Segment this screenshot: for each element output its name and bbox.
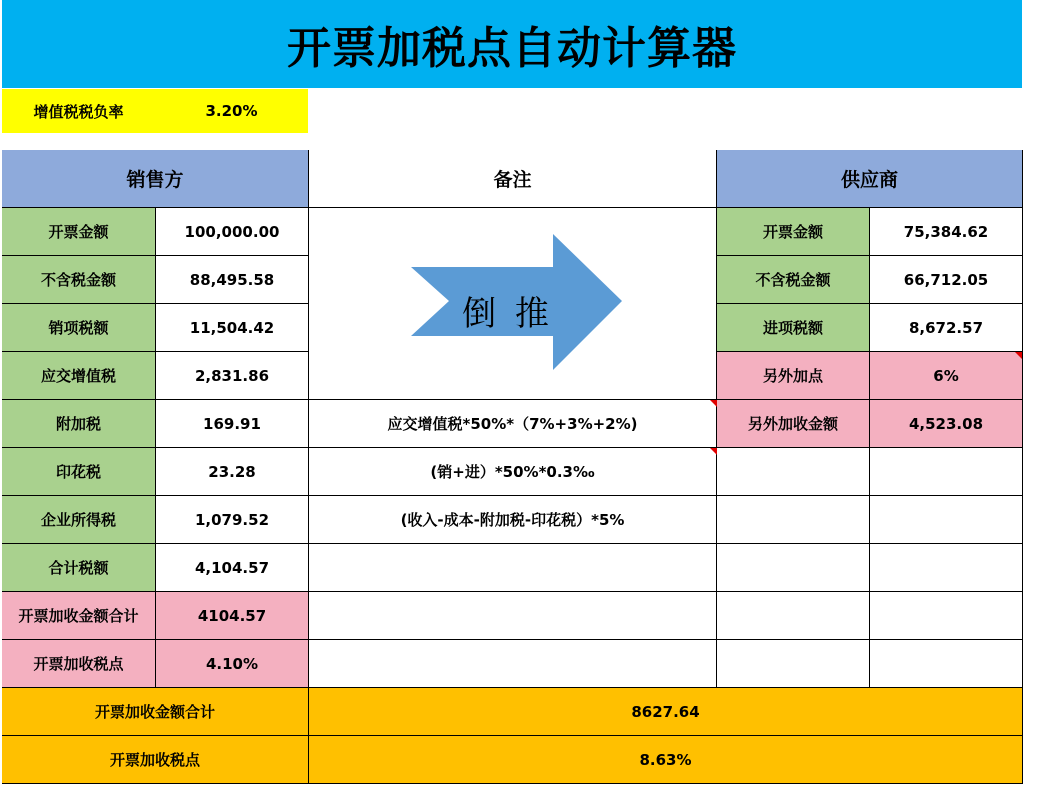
seller-label-invoice-amount: 开票金额 <box>2 208 156 256</box>
vat-rate-value[interactable]: 3.20% <box>155 89 308 133</box>
supplier-label-invoice-amount: 开票金额 <box>717 208 870 256</box>
supplier-value-extra-amount[interactable]: 4,523.08 <box>870 400 1023 448</box>
seller-label-income-tax: 企业所得税 <box>2 496 156 544</box>
supplier-header: 供应商 <box>717 150 1023 208</box>
note-stamp-formula[interactable]: (销+进）*50%*0.3‰ <box>309 448 717 496</box>
grand-rate-value[interactable]: 8.63% <box>309 736 1023 784</box>
grand-total-value[interactable]: 8627.64 <box>309 688 1023 736</box>
supplier-empty-cell[interactable] <box>870 448 1023 496</box>
seller-value-vat-payable[interactable]: 2,831.86 <box>156 352 309 400</box>
supplier-empty-cell[interactable] <box>717 544 870 592</box>
supplier-label-input-tax: 进项税额 <box>717 304 870 352</box>
seller-value-stamp-tax[interactable]: 23.28 <box>156 448 309 496</box>
supplier-empty-cell[interactable] <box>870 544 1023 592</box>
notes-header: 备注 <box>309 150 717 208</box>
comment-marker-icon <box>1015 352 1022 359</box>
grand-rate-label: 开票加收税点 <box>2 736 309 784</box>
supplier-label-pretax-amount: 不含税金额 <box>717 256 870 304</box>
supplier-value-extra-points[interactable]: 6% <box>870 352 1023 400</box>
comment-marker-icon <box>710 448 717 455</box>
supplier-empty-cell[interactable] <box>717 640 870 688</box>
seller-value-income-tax[interactable]: 1,079.52 <box>156 496 309 544</box>
supplier-empty-cell[interactable] <box>717 496 870 544</box>
seller-label-stamp-tax: 印花税 <box>2 448 156 496</box>
supplier-empty-cell[interactable] <box>870 496 1023 544</box>
supplier-empty-cell[interactable] <box>870 640 1023 688</box>
seller-label-surcharge-rate: 开票加收税点 <box>2 640 156 688</box>
supplier-empty-cell[interactable] <box>717 448 870 496</box>
seller-label-output-tax: 销项税额 <box>2 304 156 352</box>
grand-total-label: 开票加收金额合计 <box>2 688 309 736</box>
comment-marker-icon <box>710 400 717 407</box>
page-title: 开票加税点自动计算器 <box>2 0 1022 88</box>
note-empty-cell[interactable] <box>309 640 717 688</box>
seller-label-surcharge: 附加税 <box>2 400 156 448</box>
supplier-empty-cell[interactable] <box>870 592 1023 640</box>
seller-label-vat-payable: 应交增值税 <box>2 352 156 400</box>
seller-value-output-tax[interactable]: 11,504.42 <box>156 304 309 352</box>
notes-arrow-cell <box>309 208 717 400</box>
supplier-value-input-tax[interactable]: 8,672.57 <box>870 304 1023 352</box>
seller-value-surcharge-total[interactable]: 4104.57 <box>156 592 309 640</box>
arrow-label: 倒 推 <box>462 294 553 334</box>
supplier-empty-cell[interactable] <box>717 592 870 640</box>
seller-value-total-tax[interactable]: 4,104.57 <box>156 544 309 592</box>
seller-label-surcharge-total: 开票加收金额合计 <box>2 592 156 640</box>
note-income-tax-formula[interactable]: (收入-成本-附加税-印花税）*5% <box>309 496 717 544</box>
note-empty-cell[interactable] <box>309 544 717 592</box>
supplier-value-pretax-amount[interactable]: 66,712.05 <box>870 256 1023 304</box>
seller-label-pretax-amount: 不含税金额 <box>2 256 156 304</box>
seller-value-surcharge-rate[interactable]: 4.10% <box>156 640 309 688</box>
seller-label-total-tax: 合计税额 <box>2 544 156 592</box>
supplier-value-invoice-amount[interactable]: 75,384.62 <box>870 208 1023 256</box>
note-surcharge-formula[interactable]: 应交增值税*50%*（7%+3%+2%) <box>309 400 717 448</box>
vat-rate-label: 增值税税负率 <box>2 89 155 133</box>
note-empty-cell[interactable] <box>309 592 717 640</box>
seller-value-surcharge[interactable]: 169.91 <box>156 400 309 448</box>
supplier-label-extra-points: 另外加点 <box>717 352 870 400</box>
supplier-label-extra-amount: 另外加收金额 <box>717 400 870 448</box>
seller-header: 销售方 <box>2 150 309 208</box>
seller-value-pretax-amount[interactable]: 88,495.58 <box>156 256 309 304</box>
seller-value-invoice-amount[interactable]: 100,000.00 <box>156 208 309 256</box>
